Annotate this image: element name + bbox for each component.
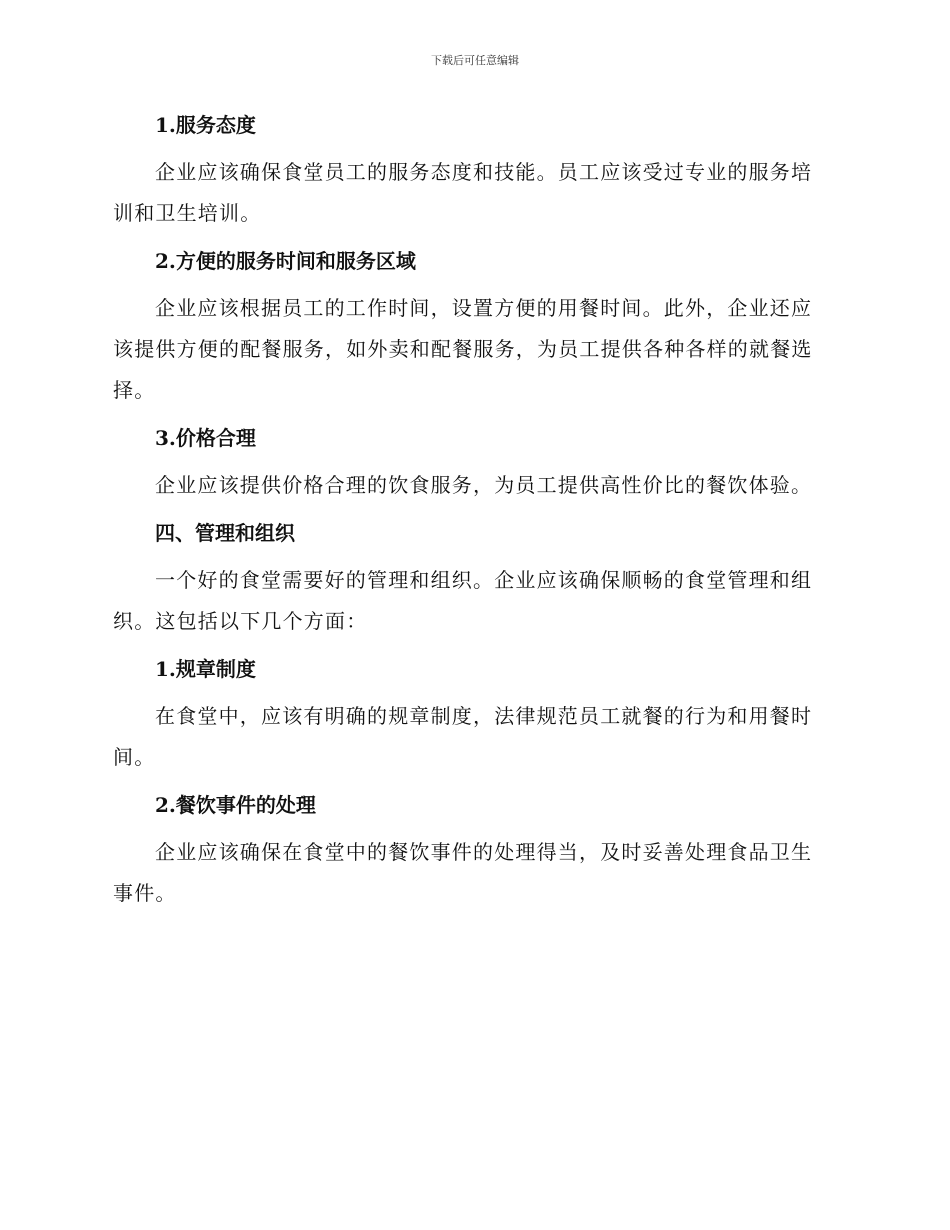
heading-service-attitude: 1.服务态度	[155, 113, 256, 137]
document-body	[113, 110, 831, 926]
heading-reasonable-price: 3.价格合理	[155, 426, 256, 450]
paragraph-service-attitude: 企业应该确保食堂员工的服务态度和技能。员工应该受过专业的服务培训和卫生培训。	[113, 160, 813, 225]
page-header: 下载后可任意编辑	[431, 54, 519, 67]
paragraph-incident-handling: 企业应该确保在食堂中的餐饮事件的处理得当，及时妥善处理食品卫生事件。	[113, 840, 813, 905]
paragraph-rules: 在食堂中，应该有明确的规章制度，法律规范员工就餐的行为和用餐时间。	[113, 704, 813, 769]
heading-rules: 1.规章制度	[155, 657, 256, 681]
paragraph-reasonable-price: 企业应该提供价格合理的饮食服务，为员工提供高性价比的餐饮体验。	[155, 473, 813, 497]
paragraph-management-organization: 一个好的食堂需要好的管理和组织。企业应该确保顺畅的食堂管理和组织。这包括以下几个方面：	[113, 568, 813, 633]
heading-incident-handling: 2.餐饮事件的处理	[155, 793, 316, 817]
paragraph-service-time-area: 企业应该根据员工的工作时间，设置方便的用餐时间。此外，企业还应该提供方便的配餐服务，如外卖和配餐服务，为员工提供各种各样的就餐选择。	[113, 296, 813, 402]
heading-service-time-area: 2.方便的服务时间和服务区域	[155, 249, 416, 273]
heading-management-organization: 四、管理和组织	[155, 521, 295, 545]
